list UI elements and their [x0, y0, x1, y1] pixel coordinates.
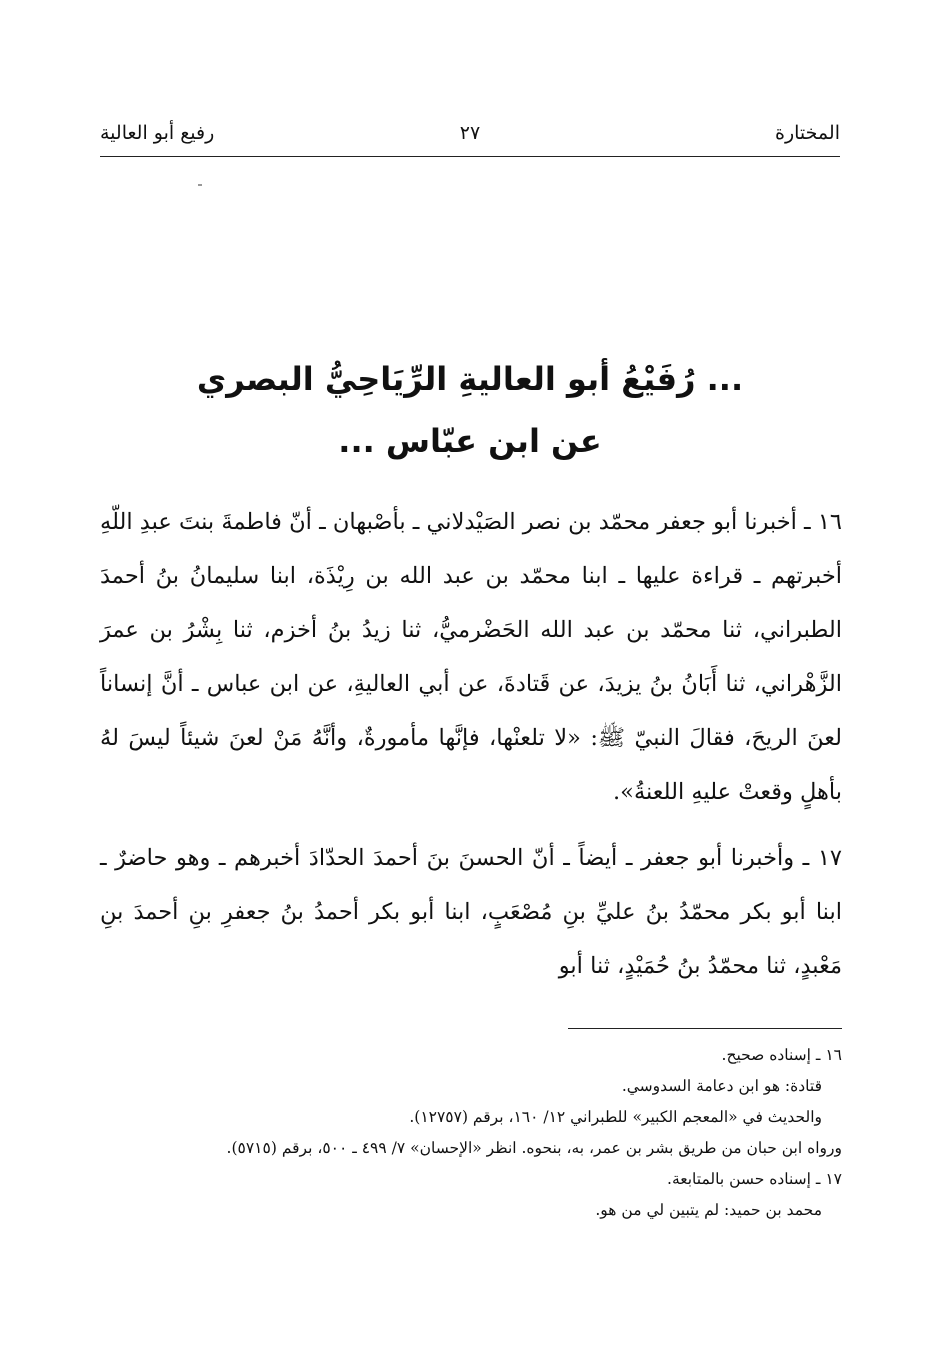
chapter-title-line-1: ... رُفَيْعُ أبو العاليةِ الرِّيَاحِيُّ البصري — [196, 360, 744, 398]
footnote-17-narrator: محمد بن حميد: لم يتبين لي من هو. — [595, 1201, 822, 1219]
footnote-rule — [568, 1028, 842, 1029]
main-text — [100, 495, 842, 1005]
footnotes — [100, 1040, 842, 1226]
chapter-title-line-2: عن ابن عبّاس ... — [338, 422, 602, 460]
hadith-17: ١٧ ـ وأخبرنا أبو جعفر ـ أيضاً ـ أنّ الحسنَ بنَ أحمدَ الحدّادَ أخبرهم ـ وهو حاضرٌ ـ ابنا أبو بكر محمّدُ بنُ عليِّ بنِ مُصْعَبٍ، ابنا أبو بكر أحمدُ بنُ جعفرِ بنِ أحمدَ بنِ مَعْبدٍ، ثنا محمّدُ بنُ حُمَيْدٍ، ثنا أبو — [100, 845, 842, 979]
footnote-16-ibn-hibban: ورواه ابن حبان من طريق بشر بن عمر، به، بنحوه. انظر «الإحسان» ٧/ ٤٩٩ ـ ٥٠٠، برقم (٥٧١٥). — [226, 1139, 842, 1157]
header-book-title: المختارة — [775, 122, 840, 144]
running-header — [100, 122, 840, 156]
header-rule — [100, 156, 840, 157]
footnote-17-grading: ١٧ ـ إسناده حسن بالمتابعة. — [667, 1170, 842, 1188]
header-chapter-title: رفيع أبو العالية — [100, 122, 215, 144]
footnote-16-source: والحديث في «المعجم الكبير» للطبراني ١٢/ ١٦٠، برقم (١٢٧٥٧). — [409, 1108, 822, 1126]
footnote-16-grading: ١٦ ـ إسناده صحيح. — [721, 1046, 842, 1064]
chapter-title — [100, 348, 840, 472]
hadith-16: ١٦ ـ أخبرنا أبو جعفر محمّد بن نصر الصَيْدلاني ـ بأصْبهان ـ أنّ فاطمةَ بنتَ عبدِ اللّهِ أخبرتهم ـ قراءة عليها ـ ابنا محمّد بن عبد الله بن رِيْذَة، ابنا سليمانُ بنُ أحمدَ الطبراني، ثنا محمّد بن عبد الله الحَضْرميُّ، ثنا زيدُ بنُ أخزم، ثنا بِشْرُ بن عمرَ الزَّهْراني، ثنا أَبَانُ بنُ يزيدَ، عن قَتادةَ، عن أبي العاليةِ، عن ابن عباس ـ أنَّ إنساناً لعنَ الريحَ، فقالَ النبيّ ﷺ: «لا تلعنْها، فإنَّها مأمورةٌ، وأنَّهُ مَنْ لعنَ شيئاً ليسَ لهُ بأهلٍ وقعتْ عليهِ اللعنةُ». — [100, 509, 843, 805]
footnote-16-narrator: قتادة: هو ابن دعامة السدوسي. — [621, 1077, 822, 1095]
scan-speck — [198, 184, 202, 186]
page-number: ٢٧ — [459, 122, 481, 144]
